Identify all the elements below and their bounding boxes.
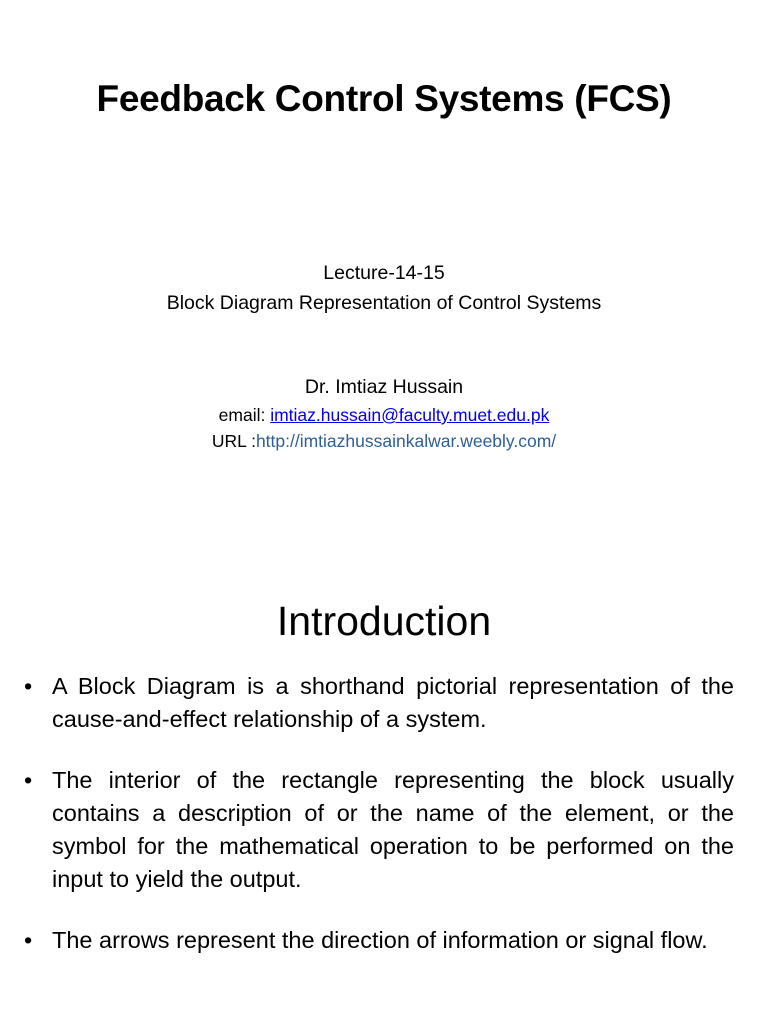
email-label: email: (218, 405, 271, 425)
bullet-item (22, 924, 734, 957)
url-label: URL : (211, 431, 256, 451)
lecture-topic: Block Diagram Representation of Control Systems (166, 292, 602, 314)
bullet-text: A Block Diagram is a shorthand pictorial representation of the cause-and-effect relationship of a system. (52, 673, 734, 732)
author-name: Dr. Imtiaz Hussain (304, 376, 464, 398)
introduction-slide (0, 540, 768, 1024)
email-link[interactable]: imtiaz.hussain@faculty.muet.edu.pk (270, 405, 550, 425)
lecture-info (0, 258, 768, 318)
bullet-list (22, 670, 734, 985)
bullet-icon: • (24, 767, 33, 793)
lecture-number: Lecture-14-15 (323, 262, 445, 284)
author-info (0, 372, 768, 454)
url-link[interactable]: http://imtiazhussainkalwar.weebly.com/ (255, 431, 557, 451)
url-line (0, 428, 768, 454)
email-line (0, 402, 768, 428)
bullet-icon: • (24, 673, 33, 699)
bullet-item (22, 670, 734, 736)
bullet-text: The arrows represent the direction of information or signal flow. (52, 927, 708, 953)
slide-heading: Introduction (276, 598, 492, 644)
slide-title: Feedback Control Systems (FCS) (96, 78, 672, 119)
bullet-text: The interior of the rectangle representing the block usually contains a description of or the name of the element, or the symbol for the mathematical operation to be performed on the input to yield the output. (52, 767, 734, 892)
bullet-icon: • (24, 927, 33, 953)
bullet-item (22, 764, 734, 896)
